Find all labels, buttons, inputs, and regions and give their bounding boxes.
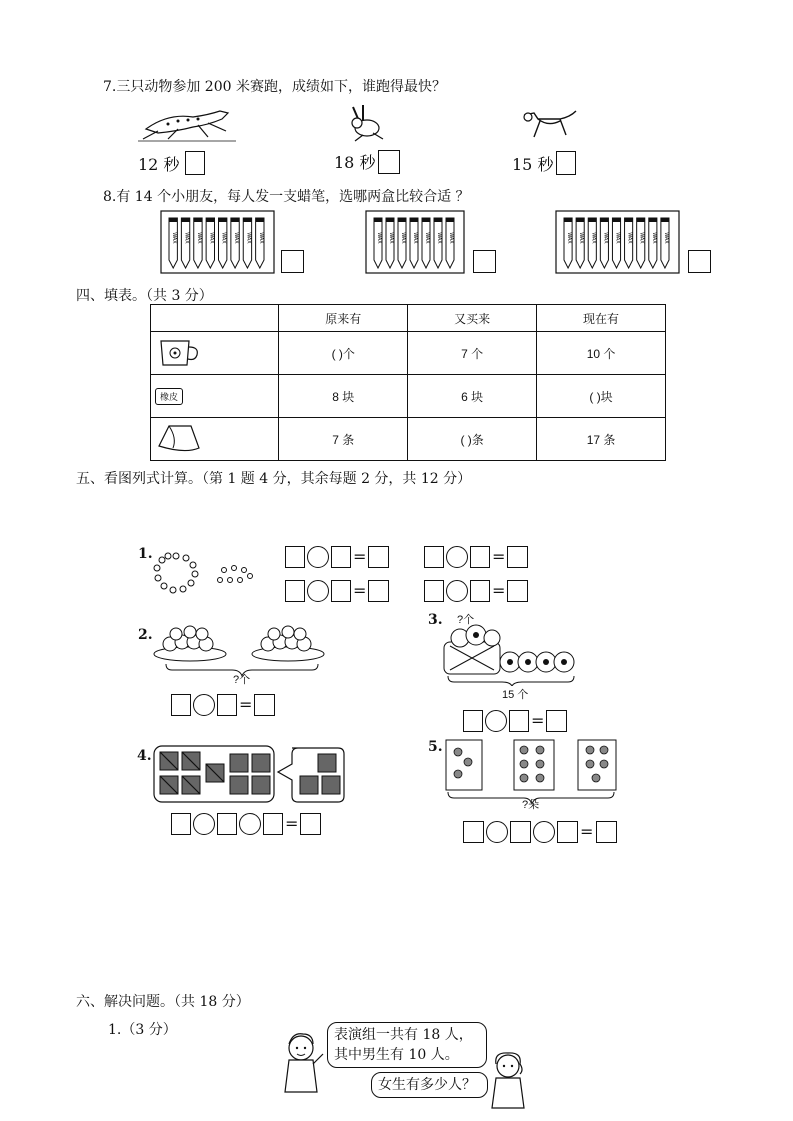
crayon-label: WAX xyxy=(662,232,669,244)
q7-title: 7.三只动物参加 200 米赛跑，成绩如下，谁跑得最快？ xyxy=(103,79,446,95)
crayon-label: WAX xyxy=(412,232,418,244)
answer-box[interactable] xyxy=(300,813,321,835)
cheetah-picture xyxy=(138,103,238,143)
crayon xyxy=(612,218,620,268)
answer-box[interactable] xyxy=(171,813,191,835)
crayon-label: WAX xyxy=(400,232,406,244)
crayon xyxy=(649,218,657,268)
table-cell: 10 个 xyxy=(537,332,666,375)
equals-sign: = xyxy=(353,547,367,566)
table-header-bought: 又买来 xyxy=(408,305,537,332)
table-cell: 7 个 xyxy=(408,332,537,375)
problem-3-top-label: ?个 xyxy=(457,614,475,626)
operator-circle[interactable] xyxy=(193,813,215,835)
answer-box[interactable] xyxy=(507,546,528,568)
answer-box[interactable] xyxy=(424,580,444,602)
crayon xyxy=(661,218,669,268)
rabbit-answer-box[interactable] xyxy=(378,150,400,174)
table-cell: 8 块 xyxy=(279,375,408,418)
crayon xyxy=(588,218,596,268)
crayon-label: WAX xyxy=(448,232,454,244)
eraser-label: 橡皮 xyxy=(155,388,183,405)
crayon-label: WAX xyxy=(650,232,657,244)
crayon-label: WAX xyxy=(195,232,202,244)
crayon-label: WAX xyxy=(220,232,227,244)
crayon xyxy=(637,218,645,268)
crayon xyxy=(600,218,608,268)
answer-box[interactable] xyxy=(285,580,305,602)
crayon-label: WAX xyxy=(183,232,190,244)
boy-picture xyxy=(283,1030,328,1110)
crayon-label: WAX xyxy=(602,232,609,244)
problem-2-question-label: ?个 xyxy=(233,674,251,686)
crayon-label: WAX xyxy=(566,232,573,244)
section4-title: 四、填表。（共 3 分） xyxy=(76,288,213,304)
q8-title: 8.有 14 个小朋友，每人发一支蜡笔，选哪两盒比较合适 ？ xyxy=(103,189,470,205)
cheetah-answer-box[interactable] xyxy=(185,151,205,175)
dog-time: 15 秒 xyxy=(512,155,554,174)
crayon xyxy=(181,218,189,268)
speech-line-2: 其中男生有 10 人。 xyxy=(334,1047,459,1063)
crayon xyxy=(194,218,202,268)
balls-picture xyxy=(440,622,580,686)
answer-box[interactable] xyxy=(368,546,389,568)
answer-box[interactable] xyxy=(254,694,275,716)
crayon-box-3 xyxy=(555,210,680,274)
crayon-label: WAX xyxy=(376,232,382,244)
operator-circle[interactable] xyxy=(533,821,555,843)
crayon xyxy=(398,218,406,268)
answer-box[interactable] xyxy=(331,580,351,602)
operator-circle[interactable] xyxy=(307,580,329,602)
operator-circle[interactable] xyxy=(446,546,468,568)
operator-circle[interactable] xyxy=(485,710,507,732)
crayon-label: WAX xyxy=(245,232,252,244)
crayon xyxy=(231,218,239,268)
table-row xyxy=(151,332,666,375)
rabbit-picture xyxy=(343,103,389,143)
answer-box[interactable] xyxy=(285,546,305,568)
crayon-label: WAX xyxy=(257,232,264,244)
answer-box[interactable] xyxy=(470,580,490,602)
equals-sign: = xyxy=(531,711,545,730)
speech-bubble-girl: 女生有多少人？ xyxy=(371,1072,488,1098)
operator-circle[interactable] xyxy=(239,813,261,835)
answer-box[interactable] xyxy=(510,821,531,843)
answer-box[interactable] xyxy=(171,694,191,716)
crayon xyxy=(564,218,572,268)
crayon-label: WAX xyxy=(578,232,585,244)
crayon-label: WAX xyxy=(171,232,178,244)
crayon xyxy=(206,218,214,268)
table-cell: 7 条 xyxy=(279,418,408,461)
answer-box[interactable] xyxy=(557,821,578,843)
table-cell[interactable]: ( )条 xyxy=(408,418,537,461)
answer-box[interactable] xyxy=(217,813,237,835)
crayon-label: WAX xyxy=(590,232,597,244)
problem-4-number: 4. xyxy=(137,748,152,764)
speech-line-1: 表演组一共有 18 人， xyxy=(334,1027,473,1043)
squares-picture xyxy=(152,744,347,804)
table-header-empty xyxy=(151,305,279,332)
crayon xyxy=(576,218,584,268)
crayon xyxy=(219,218,227,268)
dog-picture xyxy=(520,107,580,145)
eraser-icon xyxy=(151,375,279,418)
crayon xyxy=(374,218,382,268)
rabbit-time: 18 秒 xyxy=(334,153,376,172)
equals-sign: = xyxy=(239,695,253,714)
problem-3-number: 3. xyxy=(428,612,443,628)
table-cell: 17 条 xyxy=(537,418,666,461)
equals-sign: = xyxy=(580,822,594,841)
answer-box[interactable] xyxy=(470,546,490,568)
crayon-label: WAX xyxy=(638,232,645,244)
speech-bubble-boy xyxy=(327,1022,487,1068)
table-cell[interactable]: ( )个 xyxy=(279,332,408,375)
crayon-label: WAX xyxy=(424,232,430,244)
fill-table xyxy=(150,304,666,461)
crayon xyxy=(625,218,633,268)
answer-box[interactable] xyxy=(263,813,283,835)
crayon-box-3-answer[interactable] xyxy=(688,250,711,273)
problem-3-bottom-label: 15 个 xyxy=(502,689,529,701)
crayon-label: WAX xyxy=(208,232,215,244)
crayon xyxy=(256,218,264,268)
table-cell[interactable]: ( )块 xyxy=(537,375,666,418)
equals-sign: = xyxy=(492,581,506,600)
towel-icon xyxy=(151,418,279,461)
answer-box[interactable] xyxy=(217,694,237,716)
table-row xyxy=(151,418,666,461)
crayon xyxy=(410,218,418,268)
crayon-label: WAX xyxy=(233,232,240,244)
crayon-label: WAX xyxy=(436,232,442,244)
table-cell: 6 块 xyxy=(408,375,537,418)
dog-answer-box[interactable] xyxy=(556,151,576,175)
answer-box[interactable] xyxy=(509,710,529,732)
crayon-box-1-answer[interactable] xyxy=(281,250,304,273)
problem-2-number: 2. xyxy=(138,627,153,643)
girl-picture xyxy=(488,1050,530,1112)
equals-sign: = xyxy=(285,814,299,833)
answer-box[interactable] xyxy=(546,710,567,732)
crayon xyxy=(422,218,430,268)
crayon xyxy=(446,218,454,268)
crayon-label: WAX xyxy=(626,232,633,244)
cheetah-time: 12 秒 xyxy=(138,155,180,174)
answer-box[interactable] xyxy=(507,580,528,602)
crayon-box-2-answer[interactable] xyxy=(473,250,496,273)
operator-circle[interactable] xyxy=(486,821,508,843)
crayon xyxy=(169,218,177,268)
problem-1-number: 1. xyxy=(138,546,153,562)
operator-circle[interactable] xyxy=(193,694,215,716)
section6-q1-label: 1.（3 分） xyxy=(108,1022,177,1038)
problem-5-question-label: ?朵 xyxy=(522,799,540,811)
crayon xyxy=(386,218,394,268)
answer-box[interactable] xyxy=(463,821,484,843)
crayon xyxy=(243,218,251,268)
crayon-label: WAX xyxy=(614,232,621,244)
table-row xyxy=(151,375,666,418)
table-header-now: 现在有 xyxy=(537,305,666,332)
crayon-label: WAX xyxy=(388,232,394,244)
table-header-original: 原来有 xyxy=(279,305,408,332)
answer-box[interactable] xyxy=(368,580,389,602)
crayon-box-1 xyxy=(160,210,275,274)
equals-sign: = xyxy=(353,581,367,600)
section5-title: 五、看图列式计算。（第 1 题 4 分，其余每题 2 分，共 12 分） xyxy=(76,471,472,487)
answer-box[interactable] xyxy=(596,821,617,843)
equals-sign: = xyxy=(492,547,506,566)
crayon xyxy=(434,218,442,268)
crayon-box-2 xyxy=(365,210,465,274)
cup-icon xyxy=(151,332,279,375)
section6-title: 六、解决问题。（共 18 分） xyxy=(76,994,250,1010)
answer-box[interactable] xyxy=(424,546,444,568)
answer-box[interactable] xyxy=(463,710,483,732)
operator-circle[interactable] xyxy=(307,546,329,568)
operator-circle[interactable] xyxy=(446,580,468,602)
bead-ring-picture xyxy=(152,552,257,597)
flowers-picture xyxy=(444,738,619,804)
problem-5-number: 5. xyxy=(428,739,443,755)
answer-box[interactable] xyxy=(331,546,351,568)
